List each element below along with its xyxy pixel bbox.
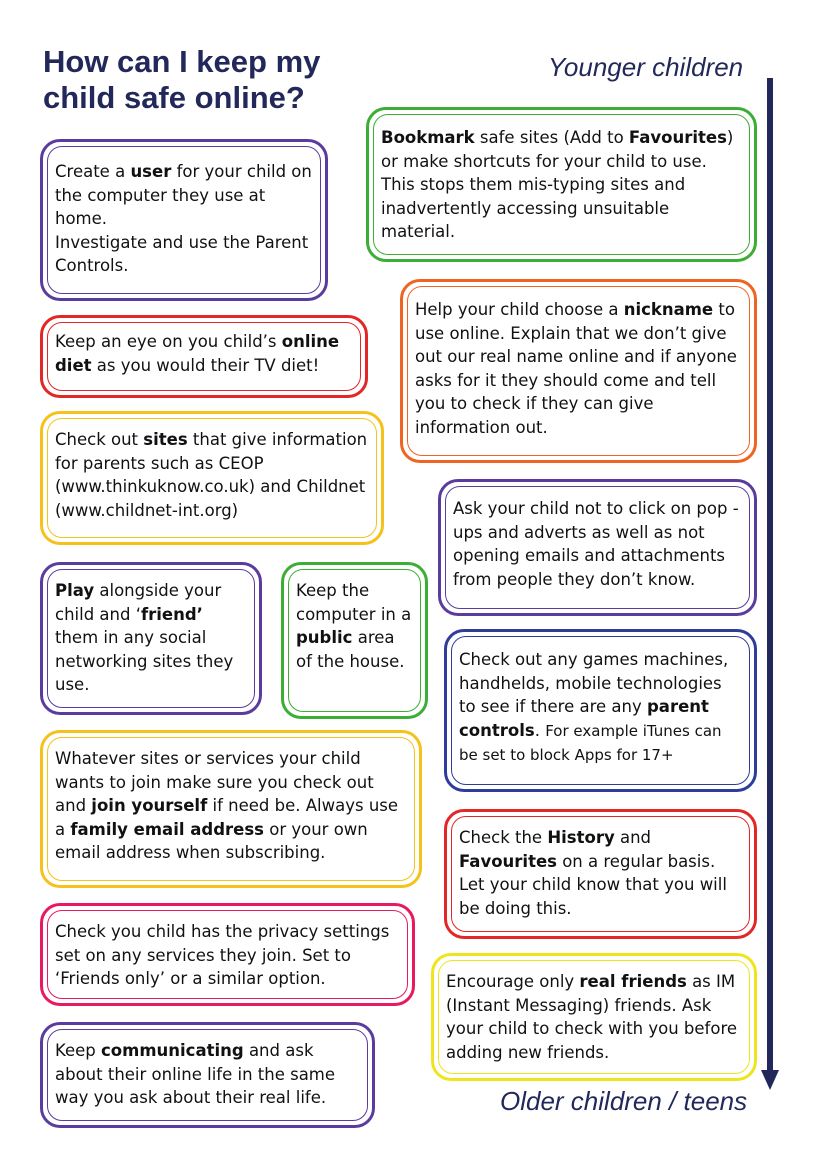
older-children-label: Older children / teens [500, 1086, 748, 1116]
tip-create-user: Create a user for your child on the computer they use at home. Investigate and use the Parent Controls. [40, 139, 328, 301]
younger-children-label: Younger children [548, 52, 744, 82]
tip-choose-nickname: Help your child choose a nickname to use online. Explain that we don’t give out our real name online and if anyone asks for it they should come and tell you to check if they can give information out. [400, 279, 757, 463]
tip-popups-adverts: Ask your child not to click on pop -ups and adverts as well as not opening emails and attachments from people they don’t know. [438, 479, 757, 616]
tip-play-alongside: Play alongside your child and ‘friend’ them in any social networking sites they use. [40, 562, 262, 715]
tip-keep-communicating: Keep communicating and ask about their online life in the same way you ask about their real life. [40, 1022, 375, 1128]
tip-privacy-settings: Check you child has the privacy settings set on any services they join. Set to ‘Friends only’ or a similar option. [40, 903, 415, 1006]
tip-join-yourself: Whatever sites or services your child wants to join make sure you check out and join yourself if need be. Always use a family email address or your own email address when subscribing. [40, 730, 422, 888]
tip-parent-controls-devices: Check out any games machines, handhelds, mobile technologies to see if there are any parent controls. For example iTunes can be set to block Apps for 17+ [444, 629, 757, 792]
age-arrow-head [761, 1070, 779, 1090]
tip-check-history: Check the History and Favourites on a regular basis. Let your child know that you will be doing this. [444, 809, 757, 939]
tip-parent-sites: Check out sites that give information for parents such as CEOP (www.thinkuknow.co.uk) and Childnet (www.childnet-int.org) [40, 411, 384, 545]
tip-online-diet: Keep an eye on you child’s online diet as you would their TV diet! [40, 315, 368, 398]
tip-bookmark-sites: Bookmark safe sites (Add to Favourites) or make shortcuts for your child to use. This stops them mis-typing sites and inadvertently accessing unsuitable material. [366, 107, 757, 262]
page-title: How can I keep my child safe online? [43, 44, 321, 115]
tip-real-friends: Encourage only real friends as IM (Instant Messaging) friends. Ask your child to check with you before adding new friends. [431, 953, 757, 1081]
tip-public-computer: Keep the computer in a public area of the house. [281, 562, 428, 719]
age-arrow-shaft [767, 78, 773, 1074]
